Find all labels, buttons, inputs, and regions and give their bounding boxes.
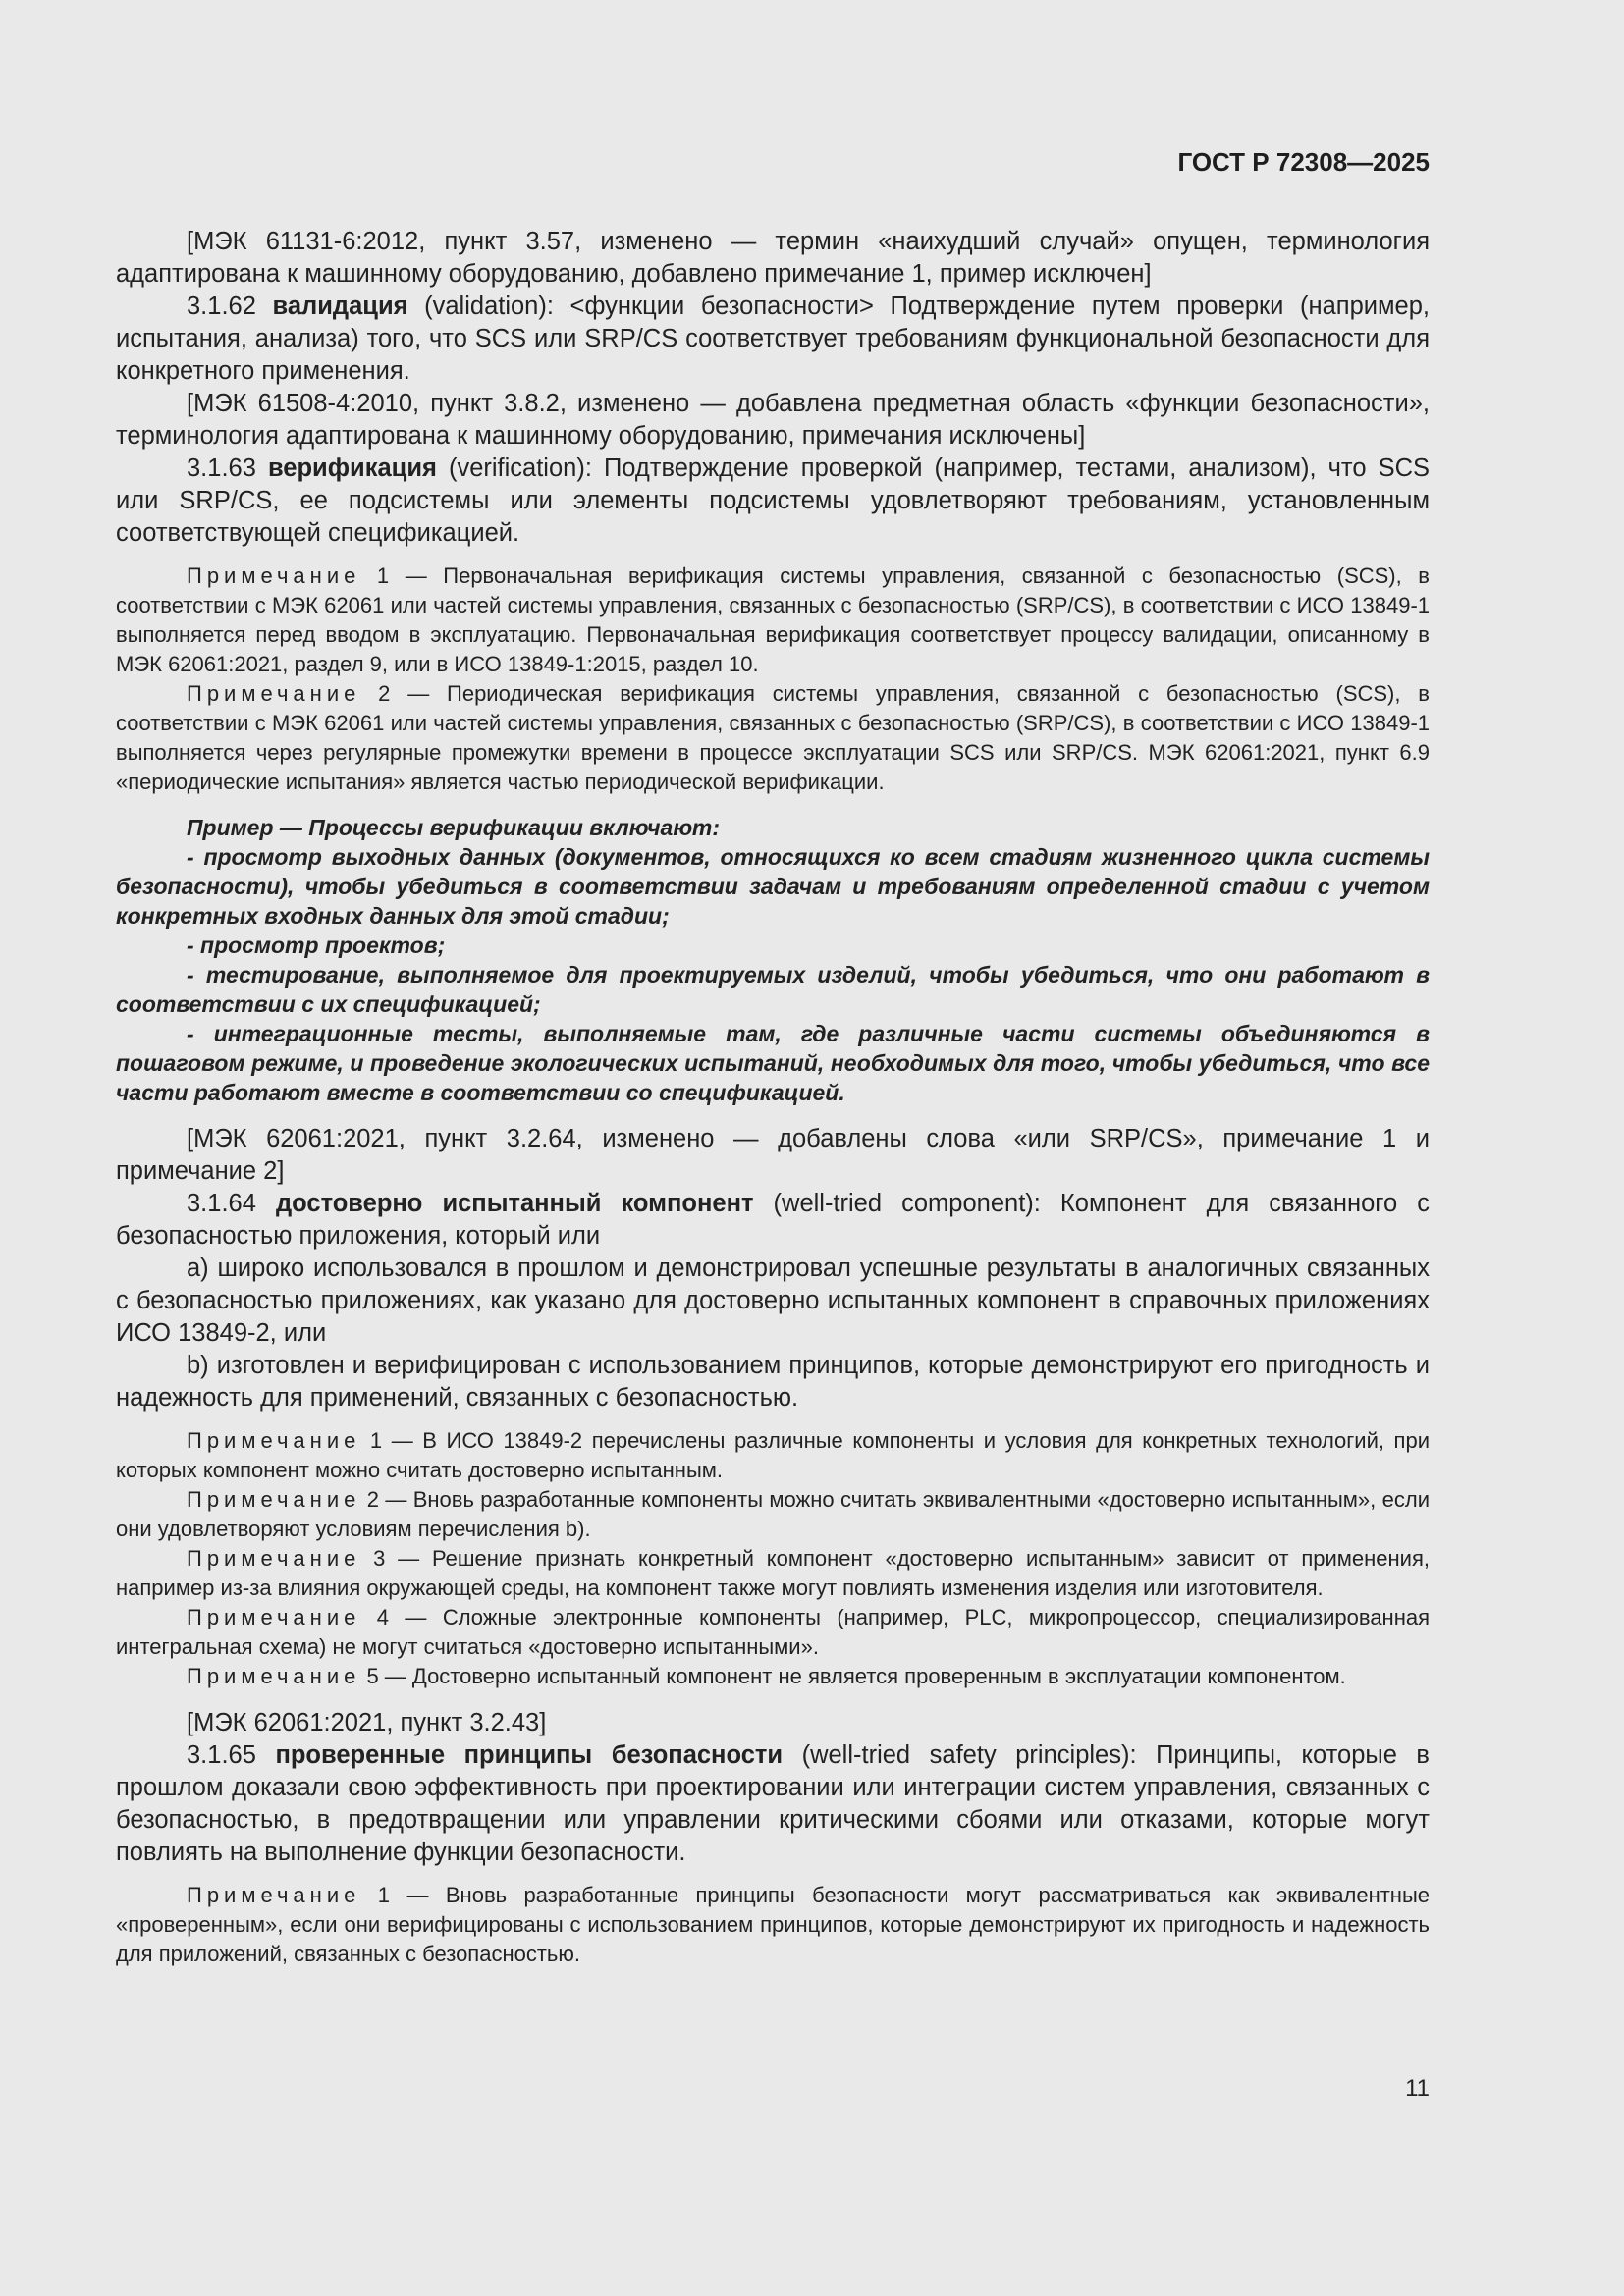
note-label: Примечание (187, 1605, 361, 1629)
note-text: 1 — В ИСО 13849-2 перечислены различные компоненты и условия для конкретных технологий, при которых компонент можно считать достоверно испытанным. (116, 1428, 1430, 1482)
note-label: Примечание (187, 1428, 361, 1453)
term-definition-3-1-64 (116, 1188, 1430, 1253)
note (116, 679, 1430, 797)
term-text: (verification): Подтверждение проверкой (например, тестами, анализом), что SCS или SRP/CS, ее подсистемы или элементы подсистемы удовлетворяют требованиям, установленным соответствующей спецификацией. (116, 454, 1430, 547)
list-item-b: b) изготовлен и верифицирован с использованием принципов, которые демонстрируют его пригодность и надежность для применений, связанных с безопасностью. (116, 1352, 1430, 1412)
source-reference: [МЭК 61131-6:2012, пункт 3.57, изменено — термин «наихудший случай» опущен, терминология адаптирована к машинному оборудованию, добавлено примечание 1, пример исключен] (116, 228, 1430, 288)
example-item: - просмотр проектов; (187, 933, 446, 958)
note-label: Примечание (187, 1883, 361, 1907)
example-heading: Пример — Процессы верификации включают: (187, 815, 721, 840)
term-number: 3.1.62 (187, 293, 273, 320)
term-name: валидация (272, 293, 408, 320)
note-text: 4 — Сложные электронные компоненты (например, PLC, микропроцессор, специализированная интегральная схема) не могут считаться «достоверно испытанными». (116, 1605, 1430, 1659)
note (116, 1603, 1430, 1662)
term-name: верификация (267, 454, 437, 482)
note-label: Примечание (187, 1546, 361, 1571)
note-text: 2 — Вновь разработанные компоненты можно считать эквивалентными «достоверно испытанным», если они удовлетворяют условиям перечисления b). (116, 1487, 1430, 1541)
source-reference: [МЭК 62061:2021, пункт 3.2.64, изменено — добавлены слова «или SRP/CS», примечание 1 и примечание 2] (116, 1125, 1430, 1185)
list-item-a: a) широко использовался в прошлом и демонстрировал успешные результаты в аналогичных связанных с безопасностью приложениях, как указано для достоверно испытанных компонент в справочных приложениях ИСО 13849-2, или (116, 1255, 1430, 1347)
term-number: 3.1.63 (187, 454, 268, 482)
note (116, 1426, 1430, 1485)
note (116, 1485, 1430, 1544)
example-item: - просмотр выходных данных (документов, относящихся ко всем стадиям жизненного цикла системы безопасности), чтобы убедиться в соответствии задачам и требованиям определенной стадии с учетом конкретных входных данных для этой стадии; (116, 844, 1430, 929)
term-text: (well-tried safety principles): Принципы, которые в прошлом доказали свою эффективность при проектировании или интеграции систем управления, связанных с безопасностью, в предотвращении или управлении критическими сбоями или отказами, которые могут повлиять на выполнение функции безопасности. (116, 1741, 1430, 1866)
note-text: 2 — Периодическая верификация системы управления, связанной с безопасностью (SCS), в соответствии с МЭК 62061 или частей системы управления, связанных с безопасностью (SRP/CS), в соответствии с ИСО 13849-1 выполняется через регулярные промежутки времени в процессе эксплуатации SCS или SRP/CS. МЭК 62061:2021, пункт 6.9 «периодические испытания» является частью периодической верификации. (116, 681, 1430, 794)
example-item: - интеграционные тесты, выполняемые там, где различные части системы объединяются в пошаговом режиме, и проведение экологических испытаний, необходимых для того, чтобы убедиться, что все части работают вместе в соответствии со спецификацией. (116, 1021, 1430, 1105)
document-body (116, 226, 1430, 1969)
note-text: 5 — Достоверно испытанный компонент не является проверенным в эксплуатации компонентом. (360, 1664, 1346, 1688)
term-definition-3-1-65 (116, 1739, 1430, 1869)
term-number: 3.1.64 (187, 1190, 276, 1217)
note-text: 1 — Первоначальная верификация системы управления, связанной с безопасностью (SCS), в соответствии с МЭК 62061 или частей системы управления, связанных с безопасностью (SRP/CS), в соответствии с ИСО 13849-1 выполняется перед вводом в эксплуатацию. Первоначальная верификация соответствует процессу валидации, описанному в МЭК 62061:2021, раздел 9, или в ИСО 13849-1:2015, раздел 10. (116, 563, 1430, 676)
note-text: 3 — Решение признать конкретный компонент «достоверно испытанным» зависит от применения, например из-за влияния окружающей среды, на компонент также могут повлиять изменения изделия или изготовителя. (116, 1546, 1430, 1600)
note-label: Примечание (187, 1664, 361, 1688)
term-number: 3.1.65 (187, 1741, 276, 1769)
example-item: - тестирование, выполняемое для проектируемых изделий, чтобы убедиться, что они работают в соответствии с их спецификацией; (116, 962, 1430, 1017)
term-definition-3-1-63 (116, 453, 1430, 550)
note (116, 1662, 1430, 1691)
note (116, 561, 1430, 679)
note-label: Примечание (187, 563, 361, 588)
term-name: проверенные принципы безопасности (275, 1741, 784, 1769)
note-text: 1 — Вновь разработанные принципы безопасности могут рассматриваться как эквивалентные «проверенным», если они верифицированы с использованием принципов, которые демонстрируют их пригодность и надежность для приложений, связанных с безопасностью. (116, 1883, 1430, 1966)
term-definition-3-1-62 (116, 291, 1430, 388)
note (116, 1544, 1430, 1603)
term-text: (well-tried component): Компонент для связанного с безопасностью приложения, который или (116, 1190, 1430, 1250)
note (116, 1881, 1430, 1969)
source-reference: [МЭК 62061:2021, пункт 3.2.43] (187, 1709, 547, 1736)
note-label: Примечание (187, 1487, 361, 1512)
source-reference: [МЭК 61508-4:2010, пункт 3.8.2, изменено — добавлена предметная область «функции безопасности», терминология адаптирована к машинному оборудованию, примечания исключены] (116, 390, 1430, 450)
term-name: достоверно испытанный компонент (275, 1190, 754, 1217)
document-id-header: ГОСТ Р 72308—2025 (1177, 147, 1430, 177)
page-number: 11 (1405, 2075, 1430, 2102)
note-label: Примечание (187, 681, 361, 706)
term-text: (validation): <функции безопасности> Подтверждение путем проверки (например, испытания, анализа) того, что SCS или SRP/CS соответствует требованиям функциональной безопасности для конкретного применения. (116, 293, 1430, 385)
